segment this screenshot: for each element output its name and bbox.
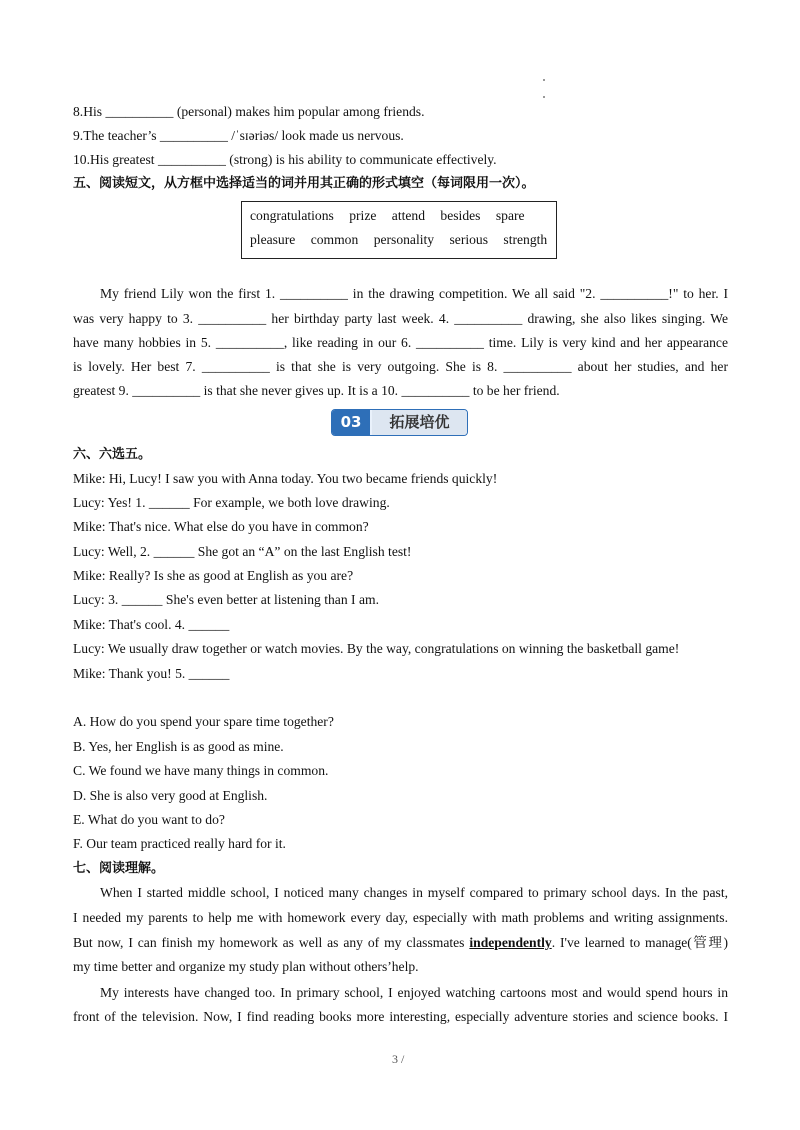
scan-mark [543,79,545,81]
dialogue-line: Lucy: 3. ______ She's even better at listening than I am. [73,592,379,607]
dialogue-line: Mike: That's cool. 4. ______ [73,617,230,632]
word-bank-word: personality [373,232,435,247]
reading-line: My interests have changed too. In primary school, I enjoyed watching cartoons most and would spend hours in [100,985,728,1000]
question-8: 8.His __________ (personal) makes him popular among friends. [73,104,425,119]
option-a: A. How do you spend your spare time together? [73,714,334,729]
word-bank-word: congratulations [250,208,334,223]
section-7-heading: 七、阅读理解。 [73,861,165,876]
word-bank-box [241,201,557,259]
reading-line: I needed my parents to help me with homework every day, especially with math problems and writing assignments. [73,910,728,925]
word-bank-word: common [310,232,359,247]
section-badge [331,409,468,436]
option-e: E. What do you want to do? [73,812,225,827]
option-b: B. Yes, her English is as good as mine. [73,739,284,754]
question-10: 10.His greatest __________ (strong) is his ability to communicate effectively. [73,152,497,167]
word-bank-word: spare [495,208,525,223]
reading-line [73,934,728,952]
passage-line: greatest 9. __________ is that she never gives up. It is a 10. __________ to be her friend. [73,383,560,398]
badge-label: 拓展培优 [372,410,467,435]
word-bank-row [250,207,525,225]
dialogue-line: Lucy: We usually draw together or watch movies. By the way, congratulations on winning the basketball game! [73,641,680,656]
reading-line: my time better and organize my study plan without others’help. [73,959,419,974]
section-5-heading: 五、阅读短文，从方框中选择适当的词并用其正确的形式填空（每词限用一次）。 [73,176,535,191]
option-c: C. We found we have many things in common. [73,763,329,778]
word-bank-row [250,231,547,249]
dialogue-line: Lucy: Well, 2. ______ She got an “A” on the last English test! [73,544,412,559]
reading-line: front of the television. Now, I find reading books more interesting, especially adventure stories and science books. I [73,1009,728,1024]
word-bank-word: serious [449,232,489,247]
passage-line: was very happy to 3. __________ her birthday party last week. 4. __________ drawing, she also likes singing. We [73,311,728,326]
passage-line: have many hobbies in 5. __________, like reading in our 6. __________ time. Lily is very kind and her appearance [73,335,728,350]
scan-mark [543,96,545,98]
option-d: D. She is also very good at English. [73,788,268,803]
option-f: F. Our team practiced really hard for it. [73,836,286,851]
word-bank-word: besides [440,208,481,223]
reading-line: When I started middle school, I noticed many changes in myself compared to primary school days. In the past, [100,885,728,900]
word-bank-word: attend [391,208,426,223]
dialogue-line: Mike: Thank you! 5. ______ [73,666,230,681]
passage-line: My friend Lily won the first 1. __________ in the drawing competition. We all said "2. __________!" to her. I [100,286,728,301]
dialogue-line: Lucy: Yes! 1. ______ For example, we both love drawing. [73,495,390,510]
page-number: 3 / [392,1052,405,1066]
section-6-heading: 六、六选五。 [73,447,152,462]
question-9: 9.The teacher’s __________ /ˈsɪəriəs/ look made us nervous. [73,128,404,143]
dialogue-line: Mike: That's nice. What else do you have in common? [73,519,369,534]
dialogue-line: Mike: Really? Is she as good at English as you are? [73,568,354,583]
dialogue-line: Mike: Hi, Lucy! I saw you with Anna today. You two became friends quickly! [73,471,498,486]
reading-text: But now, I can finish my homework as well as any of my classmates [73,935,470,950]
badge-number: 03 [332,410,370,435]
word-bank-word: strength [503,232,548,247]
passage-line: is lovely. Her best 7. __________ is that she is very outgoing. She is 8. __________ about her studies, and her [73,359,728,374]
word-bank-word: pleasure [250,232,296,247]
word-bank-word: prize [349,208,377,223]
underlined-word: independently [469,935,552,950]
reading-text: . I've learned to manage(管理) [551,935,728,950]
